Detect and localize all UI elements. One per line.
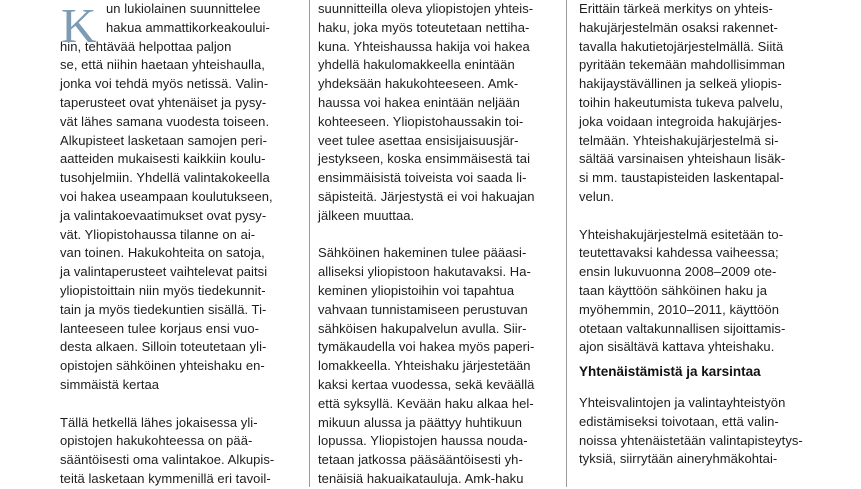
text-line: keminen yliopistoihin voi tapahtua (318, 282, 515, 298)
text-line: tetaan jatkossa pääsääntöisesti yh- (318, 452, 523, 468)
text-line: opistojen sähköinen yhteishaku en- (60, 358, 265, 374)
column-divider (309, 0, 310, 487)
text-line: toihin hakeutumista tukeva palvelu, (579, 94, 784, 110)
paragraph-gap (579, 207, 819, 226)
text-line: teitä lasketaan kymmenillä eri tavoil- (60, 470, 271, 486)
text-line: Tällä hetkellä lähes jokaisessa yli- (60, 414, 258, 430)
text-line: Alkupisteet lasketaan samojen peri- (60, 132, 267, 148)
text-line: alliseksi yliopistoon hakutavaksi. Ha- (318, 264, 531, 280)
text-line: vät lähes samana vuodesta toiseen. (60, 113, 270, 129)
text-line: sältää varsinaisen yhteishaun lisäk- (579, 151, 786, 167)
text-line: yhdeksään hakukohteeseen. Amk- (318, 76, 519, 92)
column-2-text (318, 0, 558, 489)
text-line: van toinen. Hakukohteita on satoja, (60, 245, 265, 261)
text-line: hin, tehtävää helpottaa paljon (60, 38, 232, 54)
text-line: säpisteitä. Järjestystä ei voi hakuajan (318, 188, 535, 204)
text-line: un lukiolainen suunnittelee (106, 1, 261, 16)
text-line: voi hakea useampaan koulutukseen, (60, 188, 273, 204)
text-line: ensimmäisistä toiveista voi saada li- (318, 170, 527, 186)
text-line: simmäistä kertaa (60, 376, 160, 392)
section-heading: Yhtenäistämistä ja karsintaa (579, 364, 761, 380)
text-line: noissa yhtenäistetään valintapisteytys- (579, 432, 803, 448)
column-3-text-continued (579, 394, 819, 469)
text-line: edistämiseksi toivotaan, että valin- (579, 413, 779, 429)
text-line: yhdellä hakulomakkeella enintään (318, 57, 515, 73)
text-line: teutettavaksi kahdessa vaiheessa; (579, 245, 779, 261)
text-line: jestykseen, koska ensimmäisestä tai (318, 151, 531, 167)
drop-cap: K (61, 0, 97, 53)
text-line: yliopistoittain niin myös tiedekunnit- (60, 282, 266, 298)
text-line: vät. Yliopistohaussa tilanne on ai- (60, 226, 256, 242)
text-line: joka voidaan integroida hakujärjes- (579, 113, 782, 129)
text-line: että syksyllä. Kevään haku alkaa hel- (318, 395, 534, 411)
text-line: mikuun alussa ja päättyy huhtikuun (318, 414, 523, 430)
text-line: sähköisen hakupalvelun avulla. Siir- (318, 320, 527, 336)
text-line: hakijaystävällinen ja selkeä yliopis- (579, 76, 782, 92)
text-line: Sähköinen hakeminen tulee pääasi- (318, 245, 527, 261)
text-line: tusohjelmiin. Yhdellä valintakokeella (60, 170, 270, 186)
text-line: tyksiä, siirrytään aineryhmäkohtai- (579, 451, 778, 467)
column-1-text (60, 0, 300, 489)
text-line: kaksi kertaa vuodessa, sekä keväällä (318, 376, 535, 392)
text-line: ensin lukuvuonna 2008–2009 ote- (579, 264, 777, 280)
text-line: ja valintaperusteet vaihtelevat paitsi (60, 264, 268, 280)
text-line: tain ja myös tiedekuntien sisällä. Ti- (60, 301, 267, 317)
column-3-text (579, 0, 819, 357)
text-line: haku, joka myös toteutetaan nettiha- (318, 19, 530, 35)
text-line: desta alkaen. Silloin toteutetaan yli- (60, 339, 267, 355)
text-line: ajon sisältävä kattava yhteishaku. (579, 339, 775, 355)
text-line: suunnitteilla oleva yliopistojen yhteis- (318, 1, 534, 16)
text-line: ja valintakoevaatimukset ovat pysy- (60, 207, 267, 223)
article-column-2 (318, 0, 558, 489)
text-line: opistojen hakukohteessa on pää- (60, 433, 253, 449)
text-line: sääntöisesti oma valintakoe. Alkupis- (60, 452, 275, 468)
text-line: taan käyttöön sähköinen haku ja (579, 282, 768, 298)
text-line: vahvaan tunnistamiseen perustuvan (318, 301, 528, 317)
text-line: aatteiden mukaisesti kaikkiin koulu- (60, 151, 266, 167)
text-line: hakua ammattikorkeakoului- (106, 19, 270, 35)
text-line: se, että niihin haetaan yhteishaulla, (60, 57, 265, 73)
article-column-1 (60, 0, 300, 489)
text-line: lopussa. Yliopistojen haussa nouda- (318, 433, 528, 449)
article-column-3 (579, 0, 819, 469)
text-line: tymäkaudella voi hakea myös paperi- (318, 339, 535, 355)
text-line: jälkeen muuttaa. (318, 207, 415, 223)
text-line: kohteeseen. Yliopistohaussakin toi- (318, 113, 524, 129)
text-line: Yhteisvalintojen ja valintayhteistyön (579, 394, 786, 410)
column-divider (566, 0, 567, 487)
text-line: Yhteishakujärjestelmä esitetään to- (579, 226, 784, 242)
text-line: otetaan valtakunnallisen sijoittamis- (579, 320, 786, 336)
text-line: Erittäin tärkeä merkitys on yhteis- (579, 1, 773, 16)
text-line: jonka voi tehdä myös netissä. Valin- (60, 76, 269, 92)
text-line: hakujärjestelmän osaksi rakennet- (579, 19, 778, 35)
text-line: myöhemmin, 2010–2011, käyttöön (579, 301, 779, 317)
text-line: tenäisiä hakuaikatauluja. Amk-haku (318, 470, 524, 486)
text-line: pyritään tekemään mahdollisimman (579, 57, 786, 73)
text-line: si mm. taustapisteiden laskentapal- (579, 170, 784, 186)
text-line: kuna. Yhteishaussa hakija voi hakea (318, 38, 530, 54)
text-line: telmään. Yhteishakujärjestelmä si- (579, 132, 779, 148)
text-line: lomakkeella. Yhteishaku järjestetään (318, 358, 531, 374)
text-line: taperusteet ovat yhtenäiset ja pysy- (60, 94, 267, 110)
paragraph-gap (318, 226, 558, 245)
text-line: haussa voi hakea enintään neljään (318, 94, 520, 110)
text-line: veet tulee asettaa ensisijaisuusjär- (318, 132, 519, 148)
text-line: velun. (579, 188, 614, 204)
text-line: tavalla hakutietojärjestelmällä. Siitä (579, 38, 784, 54)
text-line: lanteeseen tulee korjaus ensi vuo- (60, 320, 259, 336)
paragraph-gap (60, 395, 300, 414)
